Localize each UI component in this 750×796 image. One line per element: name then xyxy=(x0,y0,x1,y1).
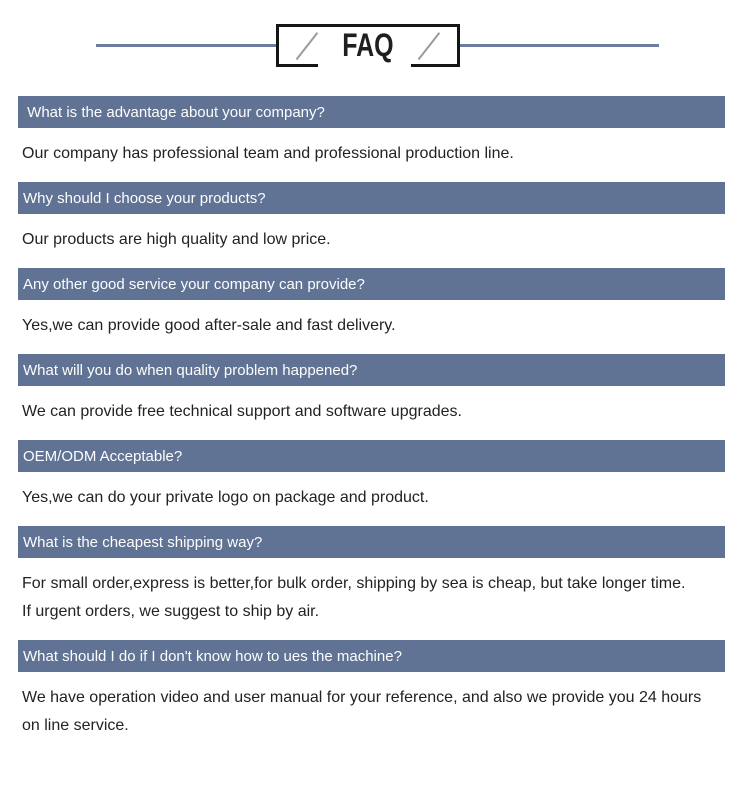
answer-line: Yes,we can provide good after-sale and fast delivery. xyxy=(22,317,396,334)
faq-item xyxy=(18,526,725,626)
answer-line: For small order,express is better,for bulk order, shipping by sea is cheap, but take longer time. xyxy=(22,575,686,592)
question-label: What will you do when quality problem happened? xyxy=(23,361,358,379)
answer-text xyxy=(22,312,725,340)
question-bar xyxy=(18,526,725,558)
faq-title-box xyxy=(276,24,460,67)
question-bar xyxy=(18,182,725,214)
answer-line: Our company has professional team and professional production line. xyxy=(22,145,514,162)
question-bar xyxy=(18,268,725,300)
answer-line: Yes,we can do your private logo on package and product. xyxy=(22,489,429,506)
question-bar xyxy=(18,96,725,128)
question-label: What is the cheapest shipping way? xyxy=(23,533,263,551)
question-label: OEM/ODM Acceptable? xyxy=(23,447,183,465)
border-gap-decoration xyxy=(318,63,411,67)
answer-text xyxy=(22,570,725,626)
faq-item xyxy=(18,96,725,168)
slash-icon xyxy=(414,31,444,61)
answer-text xyxy=(22,140,725,168)
question-bar xyxy=(18,354,725,386)
page-title: FAQ xyxy=(342,26,394,63)
faq-item xyxy=(18,182,725,254)
question-label: Why should I choose your products? xyxy=(23,189,266,207)
faq-item xyxy=(18,640,725,740)
answer-text xyxy=(22,684,725,740)
question-bar xyxy=(18,640,725,672)
question-bar xyxy=(18,440,725,472)
faq-item xyxy=(18,440,725,512)
answer-line: We have operation video and user manual for your reference, and also we provide you 24 hours xyxy=(22,689,702,706)
faq-item xyxy=(18,268,725,340)
faq-list xyxy=(18,96,725,740)
answer-text xyxy=(22,226,725,254)
question-label: Any other good service your company can provide? xyxy=(23,275,365,293)
faq-item xyxy=(18,354,725,426)
faq-header xyxy=(0,0,750,96)
slash-icon xyxy=(292,31,322,61)
question-label: What should I do if I don't know how to ues the machine? xyxy=(23,647,402,665)
answer-text xyxy=(22,484,725,512)
answer-line: If urgent orders, we suggest to ship by air. xyxy=(22,603,320,620)
answer-line: We can provide free technical support and software upgrades. xyxy=(22,403,462,420)
answer-text xyxy=(22,398,725,426)
answer-line: Our products are high quality and low price. xyxy=(22,231,331,248)
question-label: What is the advantage about your company? xyxy=(23,103,325,121)
answer-line: on line service. xyxy=(22,717,129,734)
